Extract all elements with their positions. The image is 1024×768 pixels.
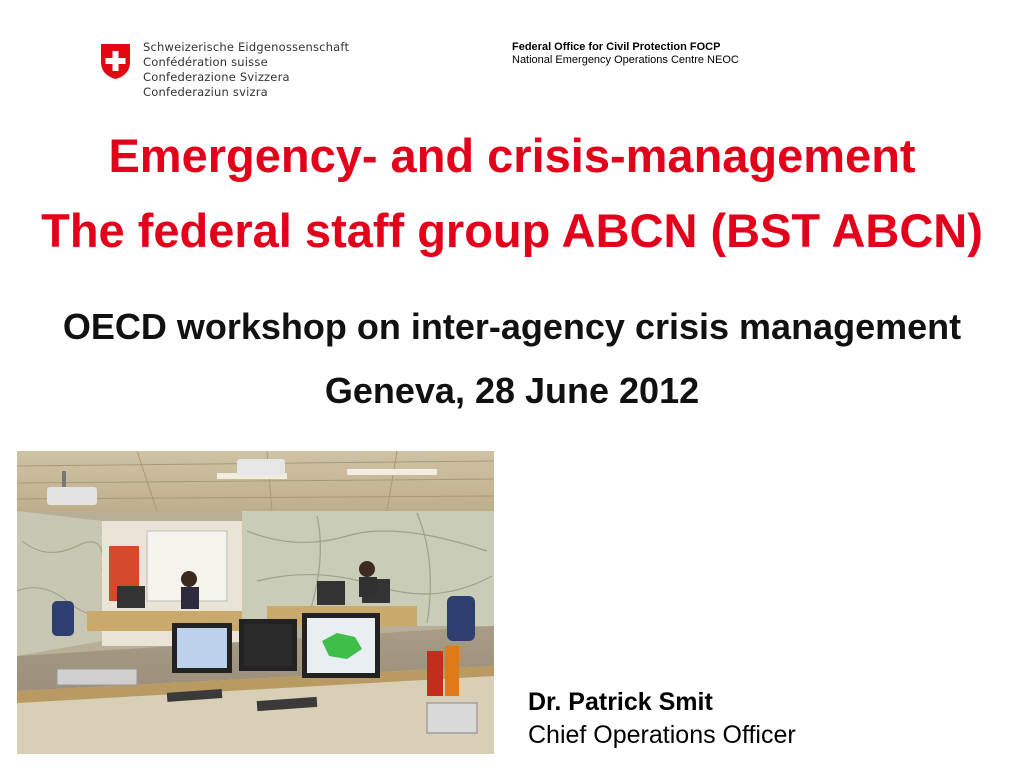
office-unit: National Emergency Operations Centre NEOC	[512, 54, 739, 66]
confederation-names	[143, 40, 383, 100]
office-header	[512, 41, 739, 67]
slide-title-line1: Emergency- and crisis-management	[108, 129, 916, 182]
slide-subtitle-line1: OECD workshop on inter-agency crisis management	[62, 306, 962, 347]
swiss-flag-icon	[99, 42, 132, 80]
office-name: Federal Office for Civil Protection FOCP	[512, 41, 721, 53]
confederation-name-fr: Confédération suisse	[143, 55, 268, 69]
operations-centre-photo	[17, 451, 494, 754]
confederation-name-rm: Confederaziun svizra	[143, 85, 268, 99]
slide-subtitle-line2: Geneva, 28 June 2012	[324, 370, 700, 411]
confederation-name-it: Confederazione Svizzera	[143, 70, 290, 84]
speaker-block	[528, 686, 796, 752]
speaker-name: Dr. Patrick Smit	[528, 688, 713, 716]
speaker-role: Chief Operations Officer	[528, 721, 796, 749]
confederation-name-de: Schweizerische Eidgenossenschaft	[143, 40, 350, 54]
slide-title-line2: The federal staff group ABCN (BST ABCN)	[41, 204, 983, 257]
